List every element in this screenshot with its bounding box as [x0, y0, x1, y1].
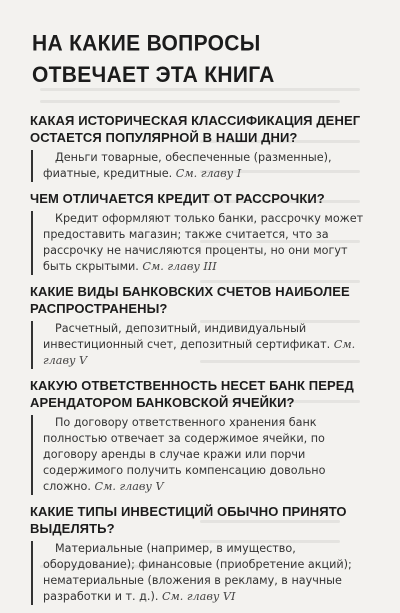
book-page [30, 28, 375, 613]
question-3: КАКИЕ ВИДЫ БАНКОВСКИХ СЧЕТОВ НАИБОЛЕЕ РАСПРОСТРАНЕНЫ? [30, 284, 350, 316]
chapter-reference-2: См. главу III [142, 260, 217, 273]
qa-item-3 [30, 283, 375, 369]
qa-item-2 [30, 190, 375, 275]
answer-2-text: Кредит оформляют только банки, рассрочку может предоставить магазин; также считается, что за рассрочку не начисляются проценты, но они могут быть скрытыми. [43, 212, 364, 273]
answer-4-text: По договору ответственного хранения банк полностью отвечает за содержимое ячейки, по договору аренды в случае кражи или порчи содержимого получить компенсацию довольно сложно. [43, 416, 326, 493]
question-5: КАКИЕ ТИПЫ ИНВЕСТИЦИЙ ОБЫЧНО ПРИНЯТО ВЫДЕЛЯТЬ? [30, 504, 347, 536]
answer-5 [31, 541, 375, 605]
answer-1 [31, 150, 375, 182]
question-2: ЧЕМ ОТЛИЧАЕТСЯ КРЕДИТ ОТ РАССРОЧКИ? [30, 191, 325, 206]
chapter-reference-4: См. главу V [94, 480, 164, 493]
qa-item-5 [30, 503, 375, 605]
qa-item-1 [30, 112, 375, 182]
answer-3 [31, 321, 375, 369]
chapter-reference-1: См. главу I [175, 167, 242, 180]
chapter-reference-5: См. главу VI [161, 590, 236, 603]
page-heading [32, 29, 375, 92]
answer-1-text: Деньги товарные, обеспеченные (разменные), фиатные, кредитные. [43, 151, 332, 180]
answer-5-text: Материальные (например, в имущество, оборудование); финансовые (приобретение акций); нематериальные (вложения в рекламу, в научные разработки и т. д.). [43, 542, 352, 603]
chapter-reference-3: См. главу V [43, 338, 356, 367]
question-4: КАКУЮ ОТВЕТСТВЕННОСТЬ НЕСЕТ БАНК ПЕРЕД АРЕНДАТОРОМ БАНКОВСКОЙ ЯЧЕЙКИ? [30, 378, 354, 410]
answer-3-text: Расчетный, депозитный, индивидуальный инвестиционный счет, депозитный сертификат. [43, 322, 331, 351]
question-1: КАКАЯ ИСТОРИЧЕСКАЯ КЛАССИФИКАЦИЯ ДЕНЕГ ОСТАЕТСЯ ПОПУЛЯРНОЙ В НАШИ ДНИ? [30, 113, 361, 145]
page-heading-line-2: ОТВЕЧАЕТ ЭТА КНИГА [32, 63, 275, 88]
page-heading-line-1: НА КАКИЕ ВОПРОСЫ [32, 31, 261, 56]
answer-2 [31, 211, 375, 275]
answer-4 [31, 415, 375, 495]
qa-item-4 [30, 377, 375, 495]
